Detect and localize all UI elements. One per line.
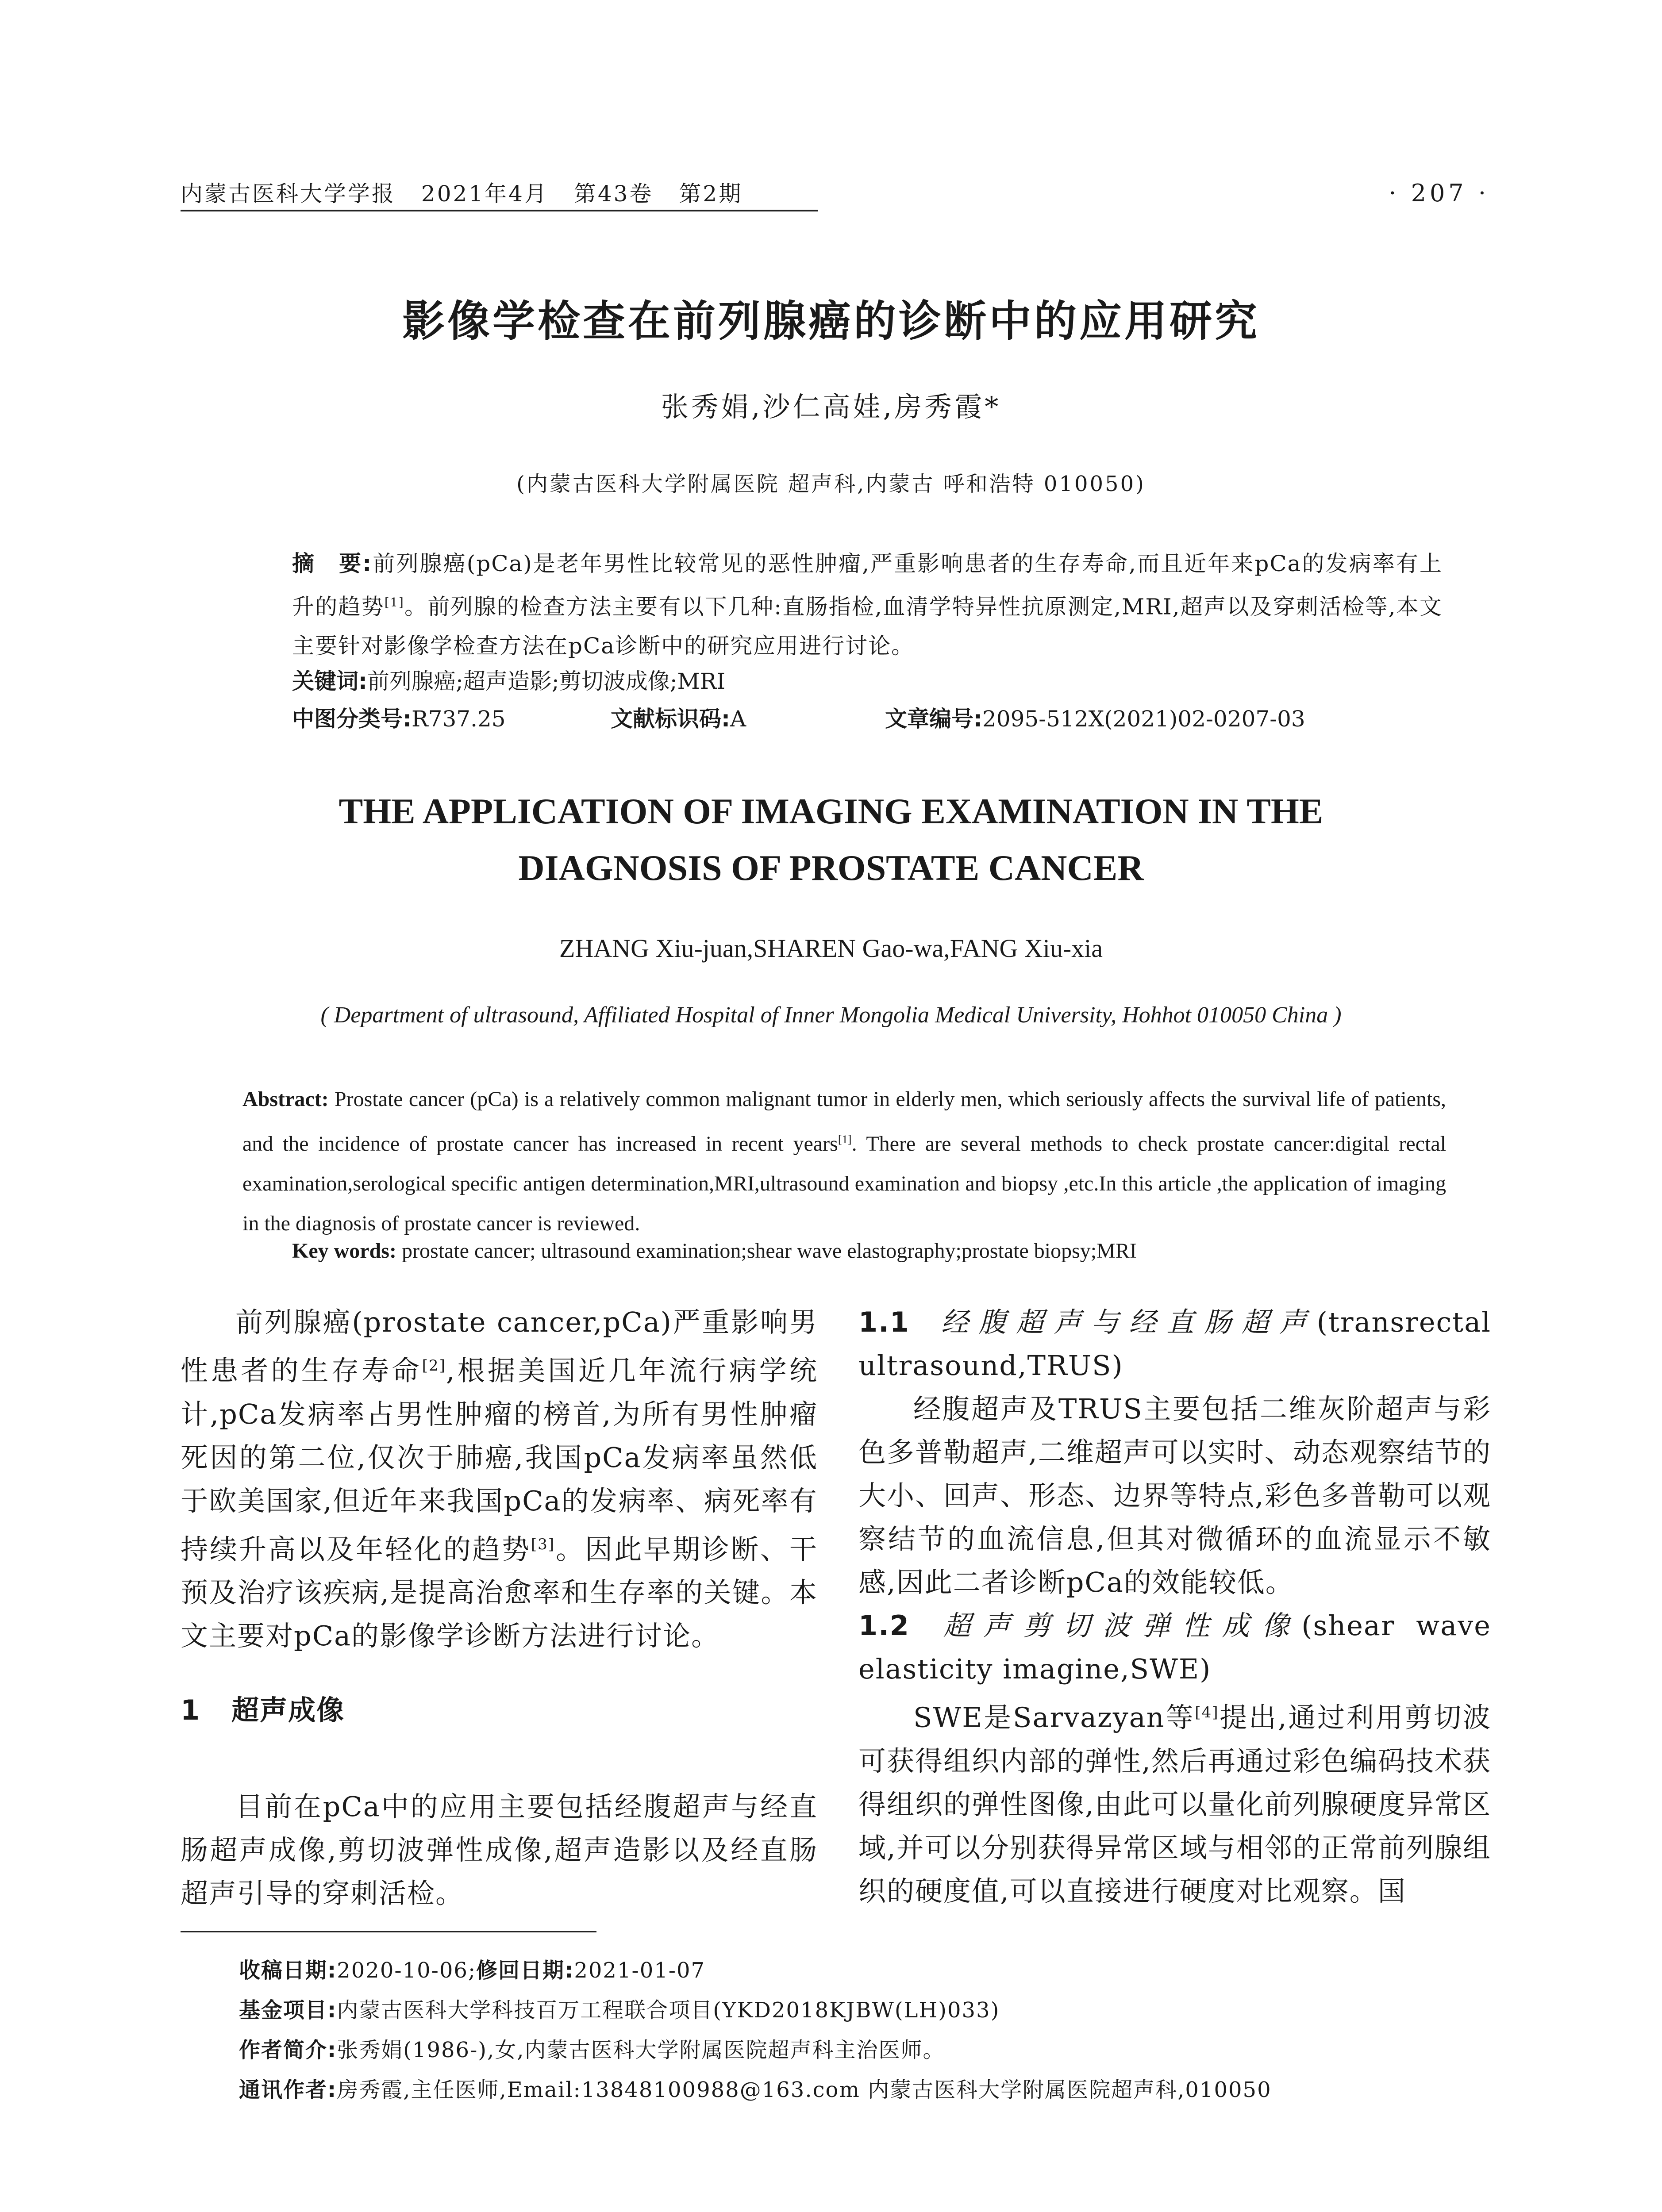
clc-label: 中图分类号:: [292, 706, 412, 732]
intro-paragraph: [181, 1301, 818, 1658]
citation-ref: [3]: [531, 1535, 555, 1553]
article-no-value: 2095-512X(2021)02-0207-03: [982, 706, 1305, 732]
running-header: [181, 176, 759, 208]
fund-text: 内蒙古医科大学科技百万工程联合项目(YKD2018KJBW(LH)033): [337, 1998, 1000, 2023]
section-title: 超声成像: [231, 1694, 345, 1727]
intro-text-a: 前列腺癌(prostate cancer,pCa)严重影响男性患者的生存寿命: [181, 1306, 818, 1387]
english-title-line-1: THE APPLICATION OF IMAGING EXAMINATION IN THE: [339, 791, 1323, 831]
subsection-heading-1-1: [858, 1301, 1491, 1387]
subsection-number: 1.2: [858, 1609, 910, 1642]
issue: 第2期: [679, 181, 743, 207]
abstract-en: [242, 1079, 1446, 1244]
clc-value: R737.25: [412, 706, 506, 732]
subsection-title: 经腹超声与经直肠超声: [931, 1306, 1317, 1338]
corresponding-text: 房秀霞,主任医师,Email:13848100988@163.com 内蒙古医科大学附属医院超声科,010050: [337, 2078, 1272, 2102]
doc-code-value: A: [730, 706, 746, 732]
abstract-cn-text-b: 。前列腺的检查方法主要有以下几种:直肠指检,血清学特异性抗原测定,MRI,超声以及穿刺活检等,本文主要针对影像学检查方法在pCa诊断中的研究应用进行讨论。: [292, 594, 1443, 659]
journal-name: 内蒙古医科大学学报: [181, 181, 396, 207]
article-no-label: 文章编号:: [885, 706, 982, 732]
citation-ref: [1]: [838, 1133, 852, 1146]
section-1-paragraph: 目前在pCa中的应用主要包括经腹超声与经直肠超声成像,剪切波弹性成像,超声造影以及经直肠超声引导的穿刺活检。: [181, 1790, 818, 1910]
abstract-en-text-b: . There are several methods to check prostate cancer:digital rectal examination,serological specific antigen determination,MRI,ultrasound examination and biopsy ,etc.In this article ,the application of imaging in the diagnosis of prostate cancer is reviewed.: [242, 1132, 1446, 1235]
revised-date: 2021-01-07: [574, 1958, 706, 1983]
body-left-column: [181, 1301, 818, 1915]
section-heading-1: [181, 1689, 818, 1732]
received-label: 收稿日期:: [239, 1958, 337, 1983]
abstract-cn-label: 摘 要:: [292, 551, 373, 576]
english-authors: ZHANG Xiu-juan,SHAREN Gao-wa,FANG Xiu-xia: [559, 934, 1103, 963]
intro-text-c: 。因此早期诊断、干预及治疗该疾病,是提高治愈率和生存率的关键。本文主要对pCa的影像学诊断方法进行讨论。: [181, 1533, 818, 1652]
footnote-corresponding: [239, 2073, 1272, 2103]
author-list: 张秀娟,沙仁高娃,房秀霞*: [661, 391, 1001, 423]
classification-row: [292, 701, 1443, 733]
doc-code-label: 文献标识码:: [611, 706, 730, 732]
subsection-title: 超声剪切波弹性成像: [931, 1609, 1302, 1642]
keywords-cn-label: 关键词:: [292, 668, 367, 694]
revised-label: 修回日期:: [476, 1958, 574, 1983]
keywords-en: [292, 1239, 1443, 1263]
page-number: · 207 ·: [1389, 179, 1489, 207]
citation-ref: [1]: [384, 595, 404, 610]
abstract-cn: [292, 544, 1443, 665]
received-date: 2020-10-06;: [337, 1958, 477, 1983]
abstract-cn-text-a: 前列腺癌(pCa)是老年男性比较常见的恶性肿瘤,严重影响患者的生存寿命,而且近年来pCa的发病率有上升的趋势: [292, 551, 1443, 620]
english-affiliation: ( Department of ultrasound, Affiliated Hospital of Inner Mongolia Medical University, Hohhot 010050 China ): [320, 1002, 1342, 1028]
body-right-column: [858, 1301, 1491, 1913]
citation-ref: [4]: [1195, 1704, 1219, 1721]
keywords-cn: [292, 664, 1443, 695]
corresponding-label: 通讯作者:: [239, 2078, 337, 2102]
english-title: [0, 783, 1662, 896]
keywords-en-text: prostate cancer; ultrasound examination;shear wave elastography;prostate biopsy;MRI: [396, 1239, 1137, 1263]
fund-label: 基金项目:: [239, 1998, 337, 2023]
footnote-rule: [181, 1931, 596, 1932]
english-title-line-2: DIAGNOSIS OF PROSTATE CANCER: [518, 848, 1144, 888]
swe-text-a: SWE是Sarvazyan等: [913, 1701, 1195, 1734]
subsection-title-en: (shear wave elasticity imagine,SWE): [858, 1609, 1491, 1685]
author-bio-text: 张秀娟(1986-),女,内蒙古医科大学附属医院超声科主治医师。: [337, 2038, 945, 2062]
intro-text-b: ,根据美国近几年流行病学统计,pCa发病率占男性肿瘤的榜首,为所有男性肿瘤死因的第二位,仅次于肺癌,我国pCa发病率虽然低于欧美国家,但近年来我国pCa的发病率、病死率有持续升高以及年轻化的趋势: [181, 1354, 818, 1566]
affiliation: (内蒙古医科大学附属医院 超声科,内蒙古 呼和浩特 010050): [516, 472, 1146, 496]
subsection-number: 1.1: [858, 1306, 910, 1338]
swe-text-b: 提出,通过利用剪切波可获得组织内部的弹性,然后再通过彩色编码技术获得组织的弹性图像,由此可以量化前列腺硬度异常区域,并可以分别获得异常区域与相邻的正常前列腺组织的硬度值,可以直接进行硬度对比观察。国: [858, 1701, 1492, 1907]
header-rule: [181, 210, 818, 211]
abstract-en-text-a: Prostate cancer (pCa) is a relatively common malignant tumor in elderly men, which seriously affects the survival life of patients, and the incidence of prostate cancer has increased in recent years: [242, 1087, 1446, 1156]
subsection-title-en: (transrectal ultrasound,TRUS): [858, 1306, 1491, 1382]
footnote-dates: [239, 1953, 705, 1984]
footnote-author: [239, 2033, 945, 2063]
paper-title: 影像学检查在前列腺癌的诊断中的应用研究: [402, 296, 1260, 346]
abstract-en-label: Abstract:: [242, 1087, 329, 1111]
section-number: 1: [181, 1694, 201, 1727]
footnote-fund: [239, 1993, 1000, 2024]
keywords-cn-text: 前列腺癌;超声造影;剪切波成像;MRI: [367, 668, 726, 694]
subsection-1-2-paragraph: [858, 1691, 1491, 1913]
author-bio-label: 作者简介:: [239, 2038, 337, 2062]
subsection-1-1-paragraph: 经腹超声及TRUS主要包括二维灰阶超声与彩色多普勒超声,二维超声可以实时、动态观察结节的大小、回声、形态、边界等特点,彩色多普勒可以观察结节的血流信息,但其对微循环的血流显示不敏感,因此二者诊断pCa的效能较低。: [858, 1393, 1491, 1598]
citation-ref: [2]: [422, 1357, 446, 1375]
keywords-en-label: Key words:: [292, 1239, 396, 1263]
issue-date: 2021年4月: [421, 181, 548, 207]
volume: 第43卷: [573, 181, 654, 207]
subsection-heading-1-2: [858, 1604, 1491, 1691]
